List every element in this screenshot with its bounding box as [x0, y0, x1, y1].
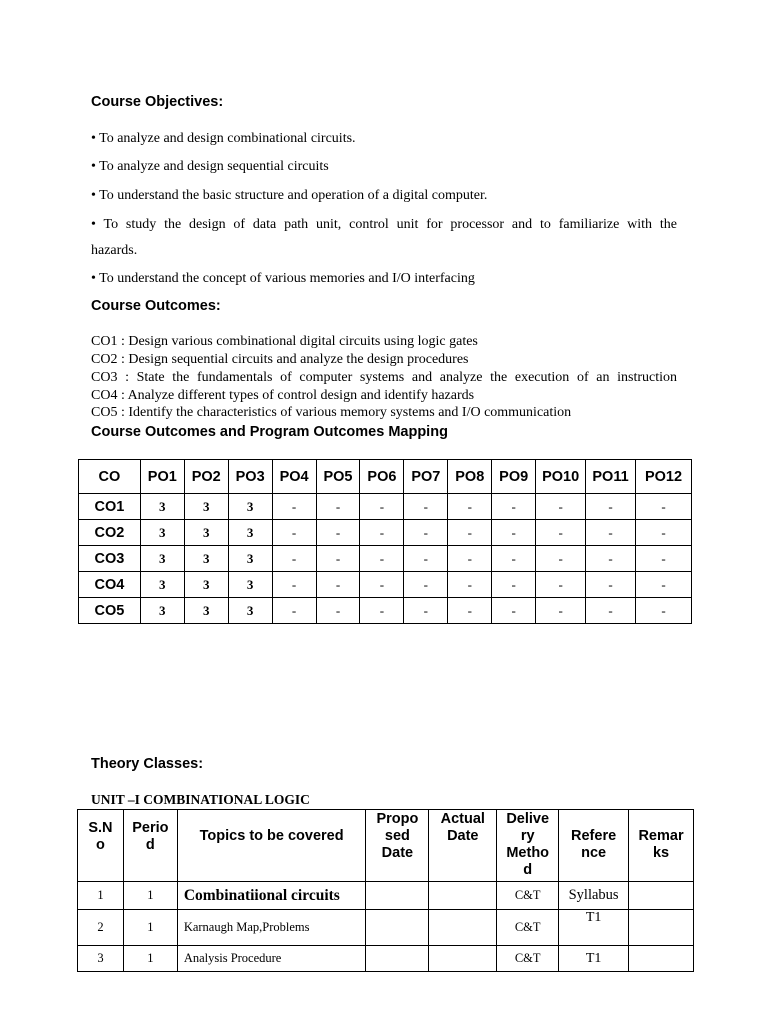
unit-row [78, 882, 694, 910]
mapping-value-cell: - [404, 546, 448, 572]
period-cell: 1 [123, 882, 177, 910]
mapping-value-cell: - [536, 494, 586, 520]
actual-date-cell [429, 946, 497, 972]
mapping-value-cell: - [360, 546, 404, 572]
mapping-value-cell: - [272, 520, 316, 546]
sno-cell: 2 [78, 910, 124, 946]
unit-header-cell: Perio d [123, 810, 177, 882]
remarks-cell [629, 910, 694, 946]
mapping-header-cell: PO5 [316, 460, 360, 494]
reference-cell: Syllabus [559, 882, 629, 910]
mapping-value-cell: 3 [184, 546, 228, 572]
unit-header-cell: Actual Date [429, 810, 497, 882]
mapping-value-cell: - [536, 520, 586, 546]
mapping-value-cell: 3 [140, 572, 184, 598]
unit-row [78, 946, 694, 972]
mapping-header-cell: PO2 [184, 460, 228, 494]
mapping-header-cell: PO7 [404, 460, 448, 494]
mapping-value-cell: 3 [140, 494, 184, 520]
mapping-value-cell: - [360, 494, 404, 520]
mapping-value-cell: - [636, 494, 692, 520]
course-objectives-heading: Course Objectives: [91, 94, 224, 110]
outcome-item: CO3 : State the fundamentals of computer systems and analyze the execution of an instruction [91, 370, 677, 385]
delivery-method-cell: C&T [497, 910, 559, 946]
mapping-value-cell: 3 [228, 546, 272, 572]
mapping-co-cell: CO5 [79, 598, 141, 624]
mapping-value-cell: 3 [140, 598, 184, 624]
remarks-cell [629, 946, 694, 972]
unit-header-cell: Topics to be covered [177, 810, 366, 882]
mapping-value-cell: - [492, 546, 536, 572]
mapping-header-cell: PO4 [272, 460, 316, 494]
mapping-value-cell: - [586, 520, 636, 546]
mapping-value-cell: - [536, 546, 586, 572]
proposed-date-cell [366, 946, 429, 972]
objective-item: • To study the design of data path unit, control unit for processor and to familiarize with the [91, 217, 677, 232]
mapping-value-cell: - [492, 520, 536, 546]
unit-header-cell: Remar ks [629, 810, 694, 882]
mapping-header-cell: PO11 [586, 460, 636, 494]
objective-item: • To analyze and design combinational circuits. [91, 131, 356, 146]
mapping-value-cell: - [316, 546, 360, 572]
unit-header-cell: S.N o [78, 810, 124, 882]
mapping-co-cell: CO1 [79, 494, 141, 520]
mapping-value-cell: - [316, 572, 360, 598]
mapping-row [79, 546, 692, 572]
outcome-item: CO1 : Design various combinational digital circuits using logic gates [91, 334, 478, 349]
unit-header-cell: Delive ry Metho d [497, 810, 559, 882]
mapping-value-cell: 3 [228, 598, 272, 624]
period-cell: 1 [123, 946, 177, 972]
period-cell: 1 [123, 910, 177, 946]
mapping-value-cell: 3 [228, 572, 272, 598]
mapping-value-cell: - [586, 546, 636, 572]
actual-date-cell [429, 910, 497, 946]
mapping-value-cell: 3 [184, 572, 228, 598]
mapping-value-cell: - [448, 572, 492, 598]
mapping-heading: Course Outcomes and Program Outcomes Mapping [91, 424, 448, 440]
outcome-item: CO5 : Identify the characteristics of various memory systems and I/O communication [91, 405, 572, 420]
mapping-value-cell: - [316, 598, 360, 624]
unit-title: UNIT –I COMBINATIONAL LOGIC [91, 792, 310, 807]
mapping-value-cell: - [448, 598, 492, 624]
mapping-value-cell: 3 [184, 494, 228, 520]
mapping-value-cell: - [586, 598, 636, 624]
mapping-value-cell: 3 [228, 494, 272, 520]
mapping-value-cell: 3 [228, 520, 272, 546]
objective-item-continued: hazards. [91, 243, 138, 258]
mapping-value-cell: - [492, 598, 536, 624]
mapping-value-cell: 3 [184, 520, 228, 546]
mapping-header-row [79, 460, 692, 494]
topic-cell: Karnaugh Map,Problems [177, 910, 366, 946]
unit-row [78, 910, 694, 946]
outcome-item: CO2 : Design sequential circuits and analyze the design procedures [91, 352, 469, 367]
mapping-value-cell: - [404, 520, 448, 546]
mapping-value-cell: - [360, 520, 404, 546]
mapping-table-body [79, 494, 692, 624]
outcome-item: CO4 : Analyze different types of control design and identify hazards [91, 388, 475, 403]
mapping-header-cell: PO3 [228, 460, 272, 494]
mapping-row [79, 598, 692, 624]
mapping-value-cell: - [316, 520, 360, 546]
mapping-value-cell: 3 [140, 520, 184, 546]
unit-header-cell: Refere nce [559, 810, 629, 882]
mapping-value-cell: - [536, 598, 586, 624]
mapping-header-cell: PO8 [448, 460, 492, 494]
delivery-method-cell: C&T [497, 882, 559, 910]
mapping-header-cell: PO6 [360, 460, 404, 494]
mapping-value-cell: - [404, 494, 448, 520]
unit-table-body [78, 882, 694, 972]
objective-item: • To understand the basic structure and operation of a digital computer. [91, 188, 488, 203]
topic-cell: Combinatiional circuits [177, 882, 366, 910]
mapping-value-cell: - [272, 598, 316, 624]
unit-header-cell: Propo sed Date [366, 810, 429, 882]
reference-cell: T1 [559, 910, 629, 946]
topic-cell: Analysis Procedure [177, 946, 366, 972]
proposed-date-cell [366, 910, 429, 946]
course-outcomes-heading: Course Outcomes: [91, 298, 221, 314]
mapping-value-cell: - [636, 520, 692, 546]
mapping-value-cell: 3 [184, 598, 228, 624]
mapping-value-cell: - [448, 494, 492, 520]
mapping-row [79, 494, 692, 520]
mapping-value-cell: - [448, 520, 492, 546]
sno-cell: 1 [78, 882, 124, 910]
theory-classes-heading: Theory Classes: [91, 756, 204, 772]
mapping-header-cell: PO9 [492, 460, 536, 494]
mapping-value-cell: - [360, 598, 404, 624]
objective-item: • To analyze and design sequential circuits [91, 159, 329, 174]
unit-header-row [78, 810, 694, 882]
mapping-co-cell: CO3 [79, 546, 141, 572]
mapping-row [79, 572, 692, 598]
mapping-header-cell: CO [79, 460, 141, 494]
mapping-value-cell: - [360, 572, 404, 598]
mapping-co-cell: CO2 [79, 520, 141, 546]
mapping-value-cell: - [636, 572, 692, 598]
co-po-mapping-table [78, 459, 692, 624]
mapping-value-cell: - [316, 494, 360, 520]
mapping-value-cell: - [272, 494, 316, 520]
mapping-value-cell: - [536, 572, 586, 598]
delivery-method-cell: C&T [497, 946, 559, 972]
mapping-value-cell: - [492, 572, 536, 598]
mapping-value-cell: - [448, 546, 492, 572]
mapping-co-cell: CO4 [79, 572, 141, 598]
remarks-cell [629, 882, 694, 910]
mapping-value-cell: - [636, 598, 692, 624]
mapping-value-cell: 3 [140, 546, 184, 572]
proposed-date-cell [366, 882, 429, 910]
mapping-row [79, 520, 692, 546]
mapping-value-cell: - [404, 572, 448, 598]
unit-topics-table [77, 809, 694, 972]
reference-cell: T1 [559, 946, 629, 972]
mapping-value-cell: - [272, 546, 316, 572]
sno-cell: 3 [78, 946, 124, 972]
mapping-header-cell: PO10 [536, 460, 586, 494]
actual-date-cell [429, 882, 497, 910]
mapping-value-cell: - [492, 494, 536, 520]
mapping-value-cell: - [272, 572, 316, 598]
mapping-header-cell: PO12 [636, 460, 692, 494]
mapping-value-cell: - [586, 572, 636, 598]
mapping-value-cell: - [636, 546, 692, 572]
objective-item: • To understand the concept of various memories and I/O interfacing [91, 271, 475, 286]
mapping-value-cell: - [404, 598, 448, 624]
mapping-header-cell: PO1 [140, 460, 184, 494]
mapping-value-cell: - [586, 494, 636, 520]
